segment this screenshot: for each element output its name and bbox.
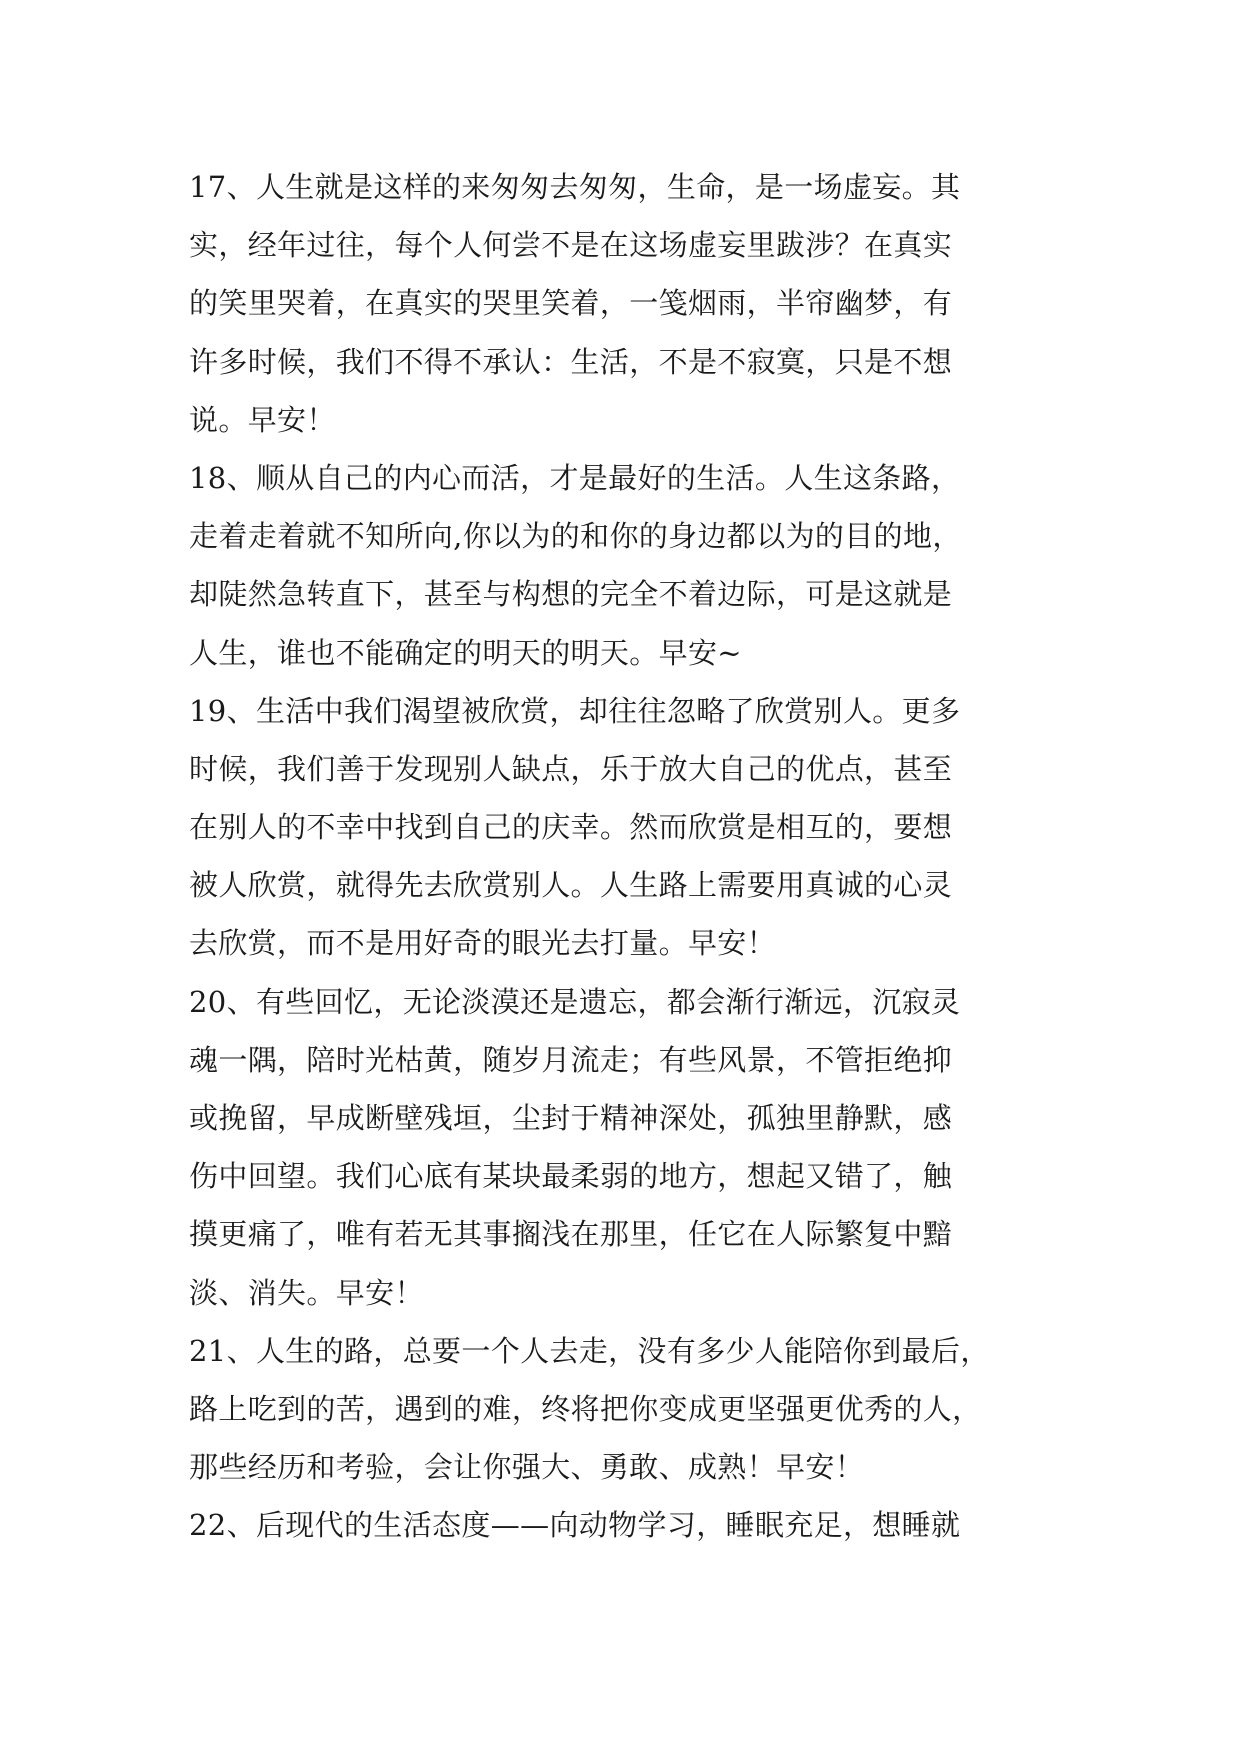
text-line: 20、有些回忆，无论淡漠还是遗忘，都会渐行渐远，沉寂灵 (189, 984, 961, 1019)
text-line: 时候，我们善于发现别人缺点，乐于放大自己的优点，甚至 (189, 751, 953, 786)
text-line: 人生，谁也不能确定的明天的明天。早安~ (189, 635, 742, 670)
text-line: 却陡然急转直下，甚至与构想的完全不着边际，可是这就是 (189, 577, 953, 612)
text-line: 路上吃到的苦，遇到的难，终将把你变成更坚强更优秀的人， (189, 1391, 982, 1426)
text-line: 摸更痛了，唯有若无其事搁浅在那里，任它在人际繁复中黯 (189, 1217, 953, 1252)
text-line: 走着走着就不知所向,你以为的和你的身边都以为的目的地， (189, 519, 962, 554)
text-line: 那些经历和考验，会让你强大、勇敢、成熟！早安！ (189, 1450, 865, 1485)
text-line: 21、人生的路，总要一个人去走，没有多少人能陪你到最后， (189, 1333, 990, 1368)
text-line: 伤中回望。我们心底有某块最柔弱的地方，想起又错了，触 (189, 1159, 953, 1194)
text-line: 实，经年过往，每个人何尝不是在这场虚妄里跋涉？在真实 (189, 228, 953, 263)
text-line: 许多时候，我们不得不承认：生活，不是不寂寞，只是不想 (189, 344, 953, 379)
text-line: 17、人生就是这样的来匆匆去匆匆，生命，是一场虚妄。其 (189, 170, 961, 204)
text-line: 19、生活中我们渴望被欣赏，却往往忽略了欣赏别人。更多 (189, 693, 961, 728)
text-line: 去欣赏，而不是用好奇的眼光去打量。早安！ (189, 926, 777, 961)
body-text (189, 158, 1059, 1555)
text-line: 在别人的不幸中找到自己的庆幸。然而欣赏是相互的，要想 (189, 810, 953, 845)
text-line: 被人欣赏，就得先去欣赏别人。人生路上需要用真诚的心灵 (189, 868, 953, 903)
text-line: 的笑里哭着，在真实的哭里笑着，一笺烟雨，半帘幽梦，有 (189, 286, 953, 321)
text-line: 22、后现代的生活态度——向动物学习，睡眠充足，想睡就 (189, 1508, 961, 1543)
text-line: 淡、消失。早安！ (189, 1275, 424, 1310)
text-line: 或挽留，早成断壁残垣，尘封于精神深处，孤独里静默，感 (189, 1101, 953, 1135)
text-line: 魂一隅，陪时光枯黄，随岁月流走；有些风景，不管拒绝抑 (189, 1042, 953, 1077)
text-line: 说。早安！ (189, 402, 336, 437)
text-line: 18、顺从自己的内心而活，才是最好的生活。人生这条路， (189, 460, 961, 495)
